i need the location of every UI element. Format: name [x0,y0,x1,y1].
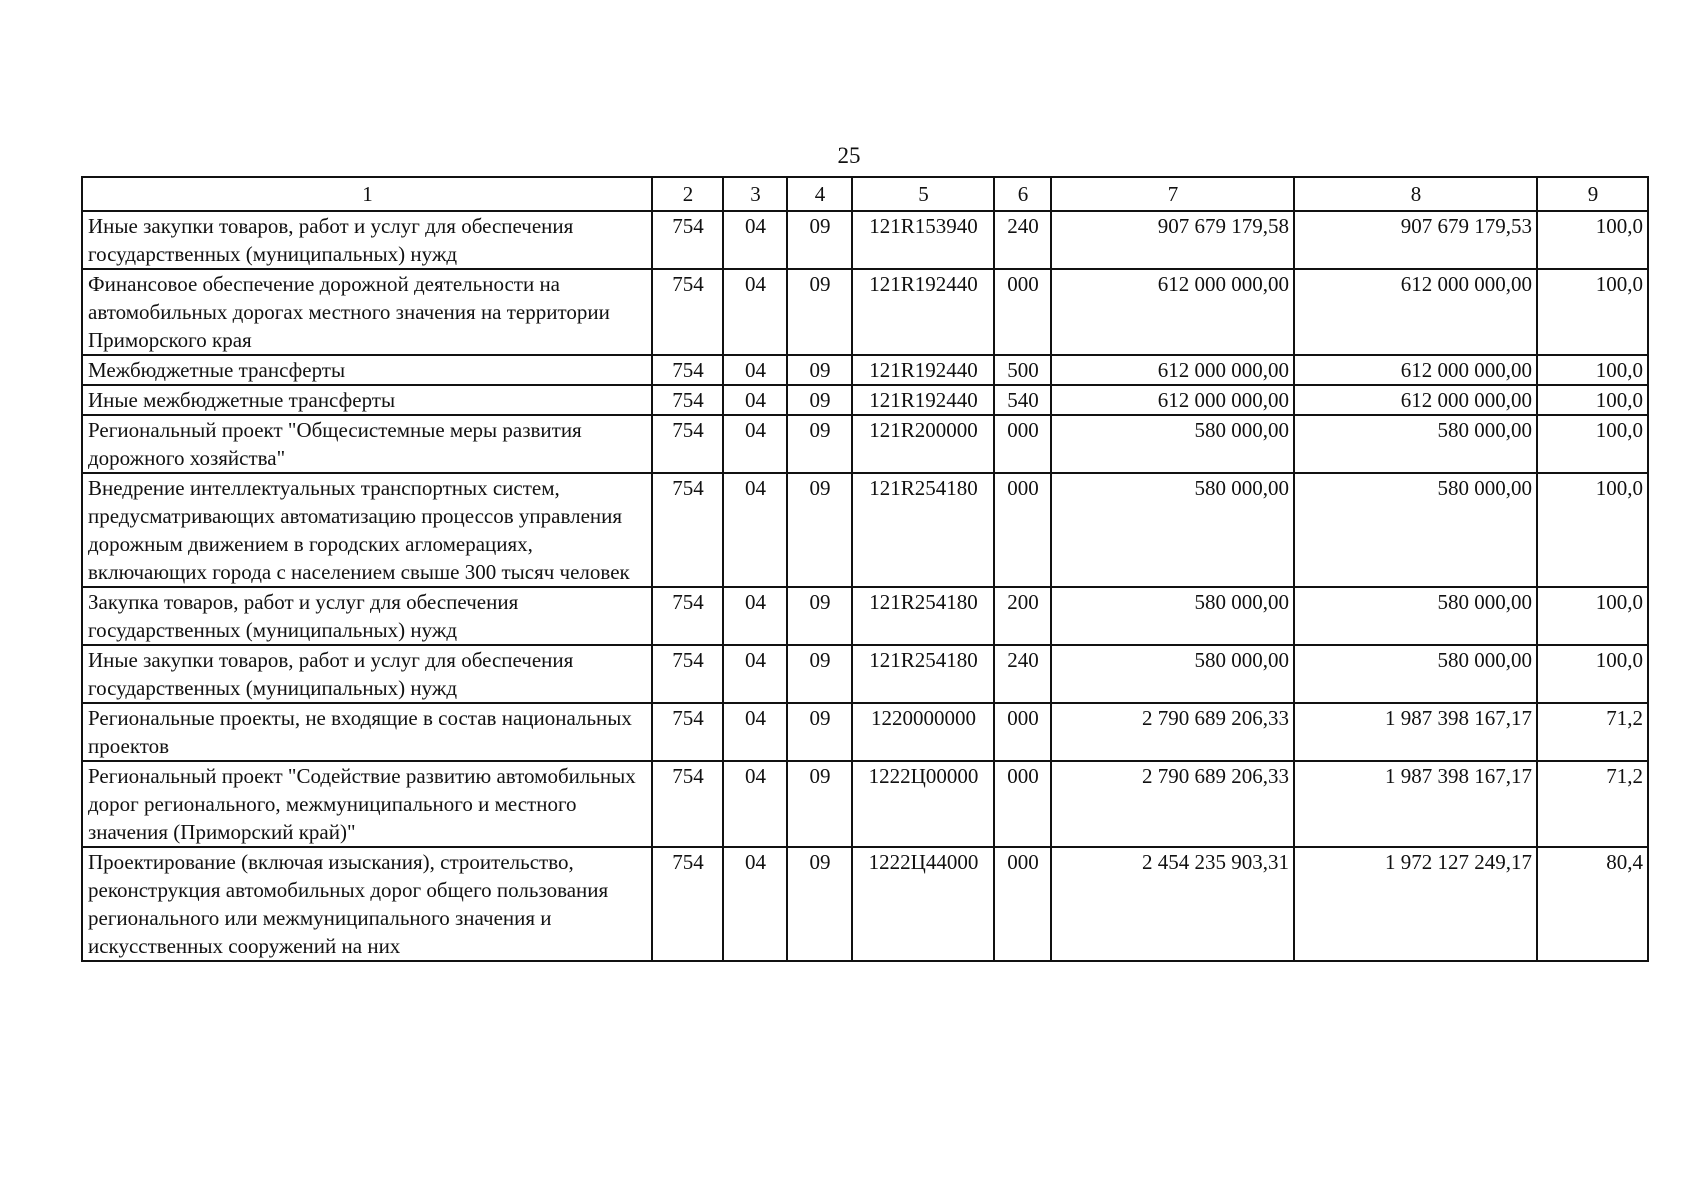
section-code: 04 [723,269,787,355]
row-name: Региональные проекты, не входящие в состав национальных проектов [82,703,652,761]
target-article-code: 121R254180 [852,587,994,645]
admin-code: 754 [652,355,723,385]
admin-code: 754 [652,415,723,473]
amount-col8: 580 000,00 [1294,645,1537,703]
table-row [82,703,1648,761]
row-name: Финансовое обеспечение дорожной деятельности на автомобильных дорогах местного значения на территории Приморского края [82,269,652,355]
admin-code: 754 [652,211,723,269]
admin-code: 754 [652,385,723,415]
amount-col8: 580 000,00 [1294,415,1537,473]
subsection-code: 09 [787,269,852,355]
subsection-code: 09 [787,587,852,645]
target-article-code: 121R192440 [852,355,994,385]
target-article-code: 121R254180 [852,645,994,703]
target-article-code: 1220000000 [852,703,994,761]
subsection-code: 09 [787,761,852,847]
expense-type-code: 000 [994,415,1051,473]
amount-col8: 612 000 000,00 [1294,385,1537,415]
percent-col9: 100,0 [1537,269,1648,355]
amount-col8: 1 972 127 249,17 [1294,847,1537,961]
section-code: 04 [723,355,787,385]
expense-type-code: 000 [994,761,1051,847]
table-row [82,269,1648,355]
admin-code: 754 [652,847,723,961]
table-row [82,645,1648,703]
target-article-code: 1222Ц44000 [852,847,994,961]
amount-col7: 580 000,00 [1051,415,1294,473]
amount-col7: 907 679 179,58 [1051,211,1294,269]
amount-col8: 580 000,00 [1294,473,1537,587]
section-code: 04 [723,645,787,703]
subsection-code: 09 [787,211,852,269]
admin-code: 754 [652,645,723,703]
table-row [82,587,1648,645]
percent-col9: 100,0 [1537,587,1648,645]
header-cell: 9 [1537,177,1648,211]
table-row [82,385,1648,415]
header-cell: 8 [1294,177,1537,211]
admin-code: 754 [652,269,723,355]
row-name: Закупка товаров, работ и услуг для обеспечения государственных (муниципальных) нужд [82,587,652,645]
percent-col9: 100,0 [1537,355,1648,385]
target-article-code: 121R192440 [852,385,994,415]
header-cell: 1 [82,177,652,211]
section-code: 04 [723,587,787,645]
target-article-code: 121R200000 [852,415,994,473]
row-name: Региональный проект "Содействие развитию автомобильных дорог регионального, межмуниципального и местного значения (Приморский край)" [82,761,652,847]
amount-col7: 2 790 689 206,33 [1051,761,1294,847]
expense-type-code: 500 [994,355,1051,385]
section-code: 04 [723,847,787,961]
row-name: Региональный проект "Общесистемные меры развития дорожного хозяйства" [82,415,652,473]
section-code: 04 [723,761,787,847]
table-row [82,761,1648,847]
percent-col9: 80,4 [1537,847,1648,961]
percent-col9: 100,0 [1537,211,1648,269]
admin-code: 754 [652,587,723,645]
header-cell: 5 [852,177,994,211]
subsection-code: 09 [787,355,852,385]
header-cell: 3 [723,177,787,211]
table-row [82,473,1648,587]
subsection-code: 09 [787,847,852,961]
subsection-code: 09 [787,385,852,415]
percent-col9: 100,0 [1537,415,1648,473]
section-code: 04 [723,473,787,587]
amount-col7: 612 000 000,00 [1051,385,1294,415]
section-code: 04 [723,385,787,415]
expense-type-code: 000 [994,703,1051,761]
amount-col8: 1 987 398 167,17 [1294,761,1537,847]
expense-type-code: 240 [994,645,1051,703]
amount-col8: 612 000 000,00 [1294,269,1537,355]
admin-code: 754 [652,473,723,587]
section-code: 04 [723,703,787,761]
percent-col9: 71,2 [1537,761,1648,847]
row-name: Иные межбюджетные трансферты [82,385,652,415]
percent-col9: 71,2 [1537,703,1648,761]
amount-col7: 580 000,00 [1051,587,1294,645]
amount-col8: 1 987 398 167,17 [1294,703,1537,761]
amount-col7: 580 000,00 [1051,645,1294,703]
row-name: Иные закупки товаров, работ и услуг для обеспечения государственных (муниципальных) нужд [82,211,652,269]
amount-col8: 612 000 000,00 [1294,355,1537,385]
subsection-code: 09 [787,703,852,761]
percent-col9: 100,0 [1537,385,1648,415]
expense-type-code: 000 [994,473,1051,587]
table-row [82,211,1648,269]
target-article-code: 1222Ц00000 [852,761,994,847]
row-name: Межбюджетные трансферты [82,355,652,385]
page-number: 25 [837,143,861,168]
header-cell: 2 [652,177,723,211]
header-cell: 7 [1051,177,1294,211]
percent-col9: 100,0 [1537,645,1648,703]
target-article-code: 121R254180 [852,473,994,587]
amount-col7: 612 000 000,00 [1051,269,1294,355]
target-article-code: 121R153940 [852,211,994,269]
row-name: Иные закупки товаров, работ и услуг для обеспечения государственных (муниципальных) нужд [82,645,652,703]
table-row [82,415,1648,473]
header-row [82,177,1648,211]
expense-type-code: 240 [994,211,1051,269]
admin-code: 754 [652,703,723,761]
percent-col9: 100,0 [1537,473,1648,587]
budget-table [81,176,1649,962]
subsection-code: 09 [787,473,852,587]
amount-col7: 580 000,00 [1051,473,1294,587]
subsection-code: 09 [787,415,852,473]
amount-col7: 2 790 689 206,33 [1051,703,1294,761]
expense-type-code: 540 [994,385,1051,415]
subsection-code: 09 [787,645,852,703]
amount-col8: 907 679 179,53 [1294,211,1537,269]
amount-col8: 580 000,00 [1294,587,1537,645]
section-code: 04 [723,415,787,473]
table-row [82,847,1648,961]
amount-col7: 2 454 235 903,31 [1051,847,1294,961]
expense-type-code: 000 [994,847,1051,961]
row-name: Внедрение интеллектуальных транспортных систем, предусматривающих автоматизацию процессов управления дорожным движением в городских агломерациях, включающих города с населением свыше 300 тысяч человек [82,473,652,587]
table-row [82,355,1648,385]
expense-type-code: 000 [994,269,1051,355]
amount-col7: 612 000 000,00 [1051,355,1294,385]
header-cell: 4 [787,177,852,211]
admin-code: 754 [652,761,723,847]
target-article-code: 121R192440 [852,269,994,355]
header-cell: 6 [994,177,1051,211]
row-name: Проектирование (включая изыскания), строительство, реконструкция автомобильных дорог общего пользования регионального или межмуниципального значения и искусственных сооружений на них [82,847,652,961]
section-code: 04 [723,211,787,269]
expense-type-code: 200 [994,587,1051,645]
